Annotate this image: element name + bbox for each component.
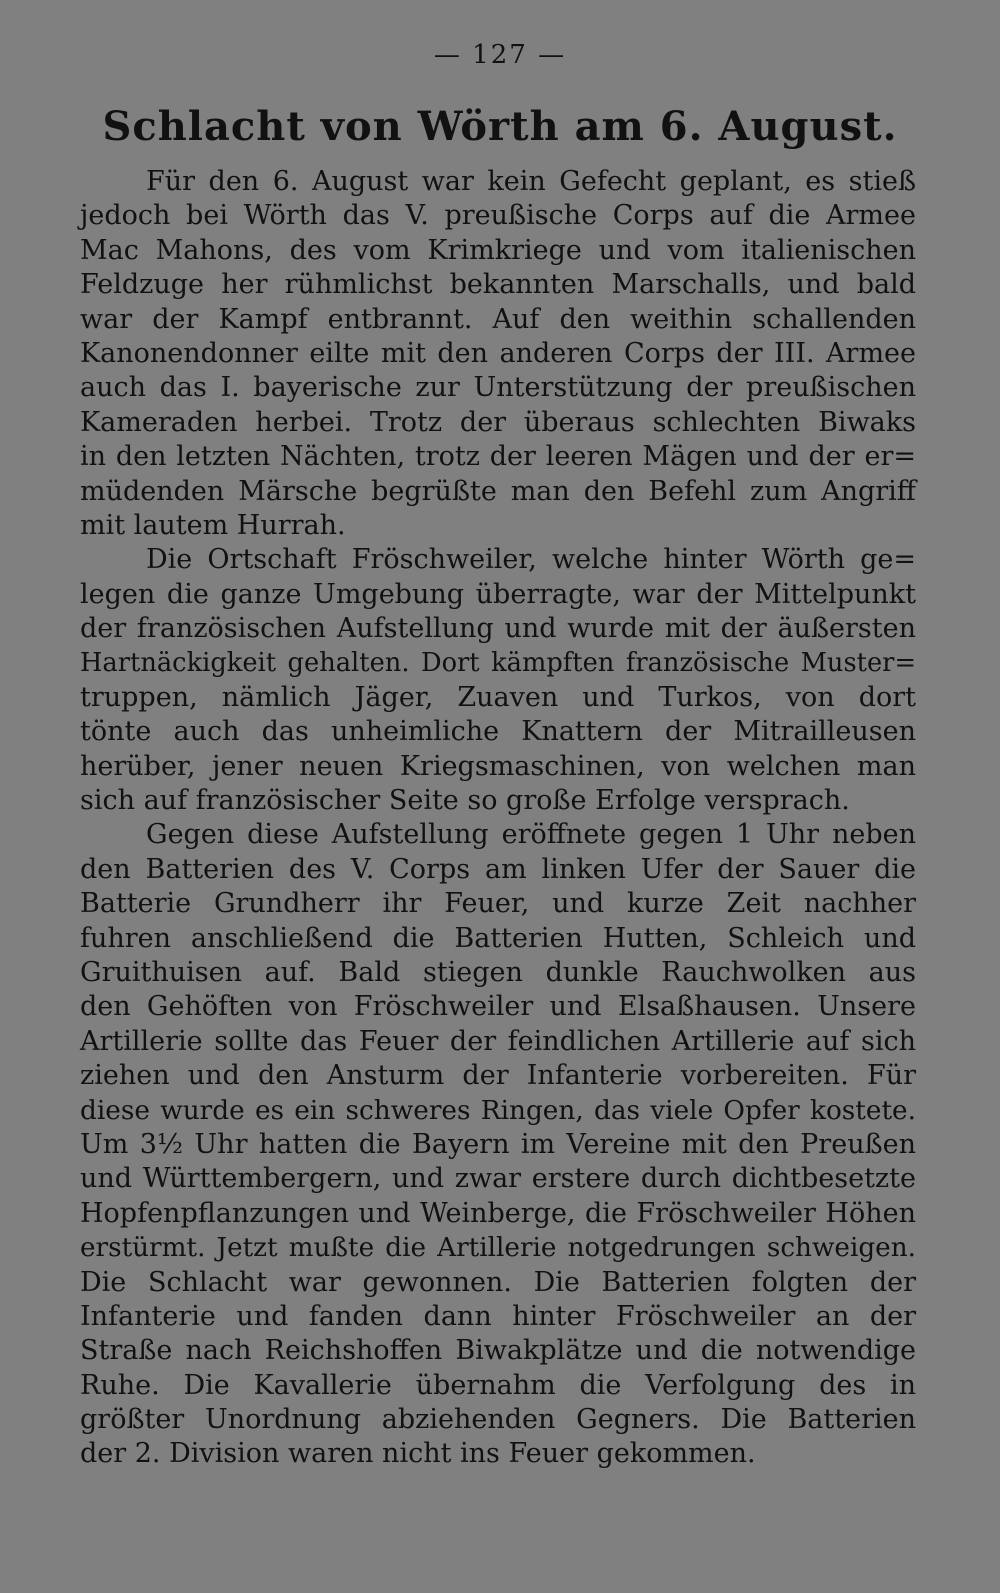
text-line: Batterie Grundherr ihr Feuer, und kurze Zeit nachher (80, 888, 916, 920)
text-line: Hartnäckigkeit gehalten. Dort kämpften französische Muster= (80, 648, 916, 679)
text-line: Kameraden herbei. Trotz der überaus schlechten Biwaks (80, 406, 916, 438)
text-line: jedoch bei Wörth das V. preußische Corps auf die Armee (80, 200, 916, 232)
text-line: Für den 6. August war kein Gefecht geplant, es stieß (146, 166, 916, 197)
text-line: tönte auch das unheimliche Knattern der Mitrailleusen (80, 716, 916, 748)
text-line: größter Unordnung abziehenden Gegners. Die Batterien (80, 1404, 916, 1436)
text-line: Artillerie sollte das Feuer der feindlichen Artillerie auf sich (80, 1025, 916, 1057)
text-line: herüber, jener neuen Kriegsmaschinen, von welchen man (80, 750, 916, 782)
chapter-title: Schlacht von Wörth am 6. August. (102, 103, 898, 150)
text-line: truppen, nämlich Jäger, Zuaven und Turkos, von dort (80, 681, 916, 713)
text-line: Die Ortschaft Fröschweiler, welche hinter Wörth ge= (146, 544, 916, 576)
text-line: auch das I. bayerische zur Unterstützung der preußischen (80, 372, 916, 404)
text-line: diese wurde es ein schweres Ringen, das viele Opfer kostete. (80, 1095, 916, 1126)
page-number: — 127 — (433, 40, 567, 70)
text-line: Hopfenpflanzungen und Weinberge, die Fröschweiler Höhen (80, 1197, 916, 1229)
text-line: der französischen Aufstellung und wurde mit der äußersten (80, 613, 916, 645)
text-line: den Gehöften von Fröschweiler und Elsaßhausen. Unsere (80, 991, 916, 1023)
text-line: in den letzten Nächten, trotz der leeren Mägen und der er= (80, 441, 916, 473)
paragraph (80, 165, 916, 543)
text-line: war der Kampf entbrannt. Auf den weithin schallenden (80, 303, 916, 335)
text-line: legen die ganze Umgebung überragte, war der Mittelpunkt (80, 578, 916, 610)
text-line: der 2. Division waren nicht ins Feuer gekommen. (80, 1438, 756, 1470)
text-line: fuhren anschließend die Batterien Hutten, Schleich und (80, 922, 916, 954)
paragraph (80, 543, 916, 818)
body-text (80, 165, 916, 1472)
text-line: Kanonendonner eilte mit den anderen Corps der III. Armee (80, 337, 916, 369)
text-line: mit lautem Hurrah. (80, 509, 346, 541)
text-line: erstürmt. Jetzt mußte die Artillerie notgedrungen schweigen. (80, 1233, 916, 1264)
text-line: Infanterie und fanden dann hinter Fröschweiler an der (80, 1300, 916, 1332)
text-line: Mac Mahons, des vom Krimkriege und vom italienischen (80, 234, 916, 266)
text-line: Um 3½ Uhr hatten die Bayern im Vereine mit den Preußen (80, 1128, 916, 1160)
text-line: Gegen diese Aufstellung eröffnete gegen 1 Uhr neben (146, 819, 916, 851)
paragraph (80, 818, 916, 1471)
text-line: müdenden Märsche begrüßte man den Befehl zum Angriff (80, 475, 916, 507)
text-line: und Württembergern, und zwar erstere durch dichtbesetzte (80, 1163, 916, 1195)
text-line: Die Schlacht war gewonnen. Die Batterien folgten der (80, 1266, 916, 1298)
text-line: Feldzuge her rühmlichst bekannten Marschalls, und bald (80, 269, 916, 301)
text-line: ziehen und den Ansturm der Infanterie vorbereiten. Für (80, 1060, 916, 1092)
text-line: sich auf französischer Seite so große Erfolge versprach. (80, 785, 850, 817)
text-line: Gruithuisen auf. Bald stiegen dunkle Rauchwolken aus (80, 956, 916, 988)
text-line: Ruhe. Die Kavallerie übernahm die Verfolgung des in (80, 1369, 916, 1401)
text-line: Straße nach Reichshoffen Biwakplätze und die notwendige (80, 1335, 916, 1367)
text-line: den Batterien des V. Corps am linken Ufer der Sauer die (80, 853, 916, 885)
